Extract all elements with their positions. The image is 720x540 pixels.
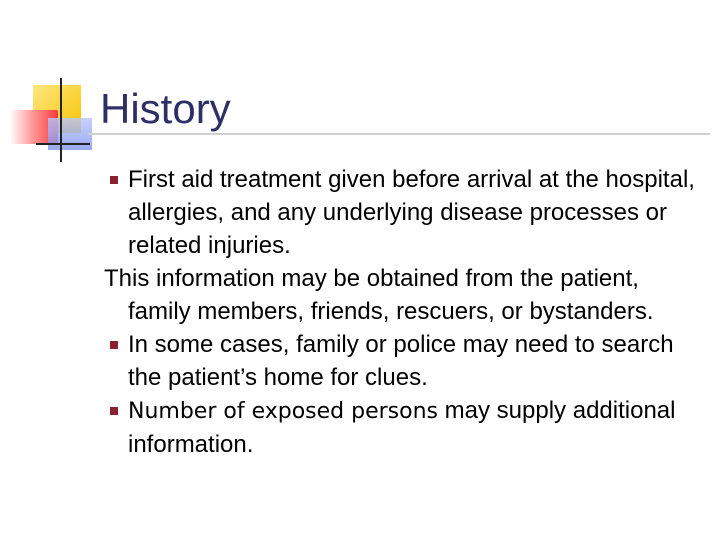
bullet-text-exposed-persons: may supply additional information. (128, 397, 676, 458)
slide-body (104, 163, 700, 461)
slide-title: History (100, 85, 231, 132)
body-paragraph-sources: This information may be obtained from the patient, family members, friends, rescuers, or bystanders. (104, 265, 654, 325)
ornament-vertical-line (60, 78, 62, 162)
title-underline-rule (88, 133, 710, 135)
bullet-square-icon (110, 341, 118, 349)
bullet-text-first-aid: First aid treatment given before arrival at the hospital, allergies, and any underlying disease processes or related injuries. (128, 166, 695, 259)
bullet-item-exposed-persons (104, 394, 700, 461)
ornament-horizontal-line (36, 143, 90, 145)
bullet-emphasis-exposed-persons: Number of exposed persons (128, 399, 438, 424)
bullet-square-icon (110, 176, 118, 184)
bullet-square-icon (110, 407, 118, 415)
title-ornament (0, 0, 100, 170)
ornament-blue-square (48, 118, 92, 150)
bullet-text-search-home: In some cases, family or police may need to search the patient’s home for clues. (128, 331, 674, 391)
bullet-item-first-aid (104, 163, 700, 262)
bullet-item-search-home (104, 328, 700, 394)
